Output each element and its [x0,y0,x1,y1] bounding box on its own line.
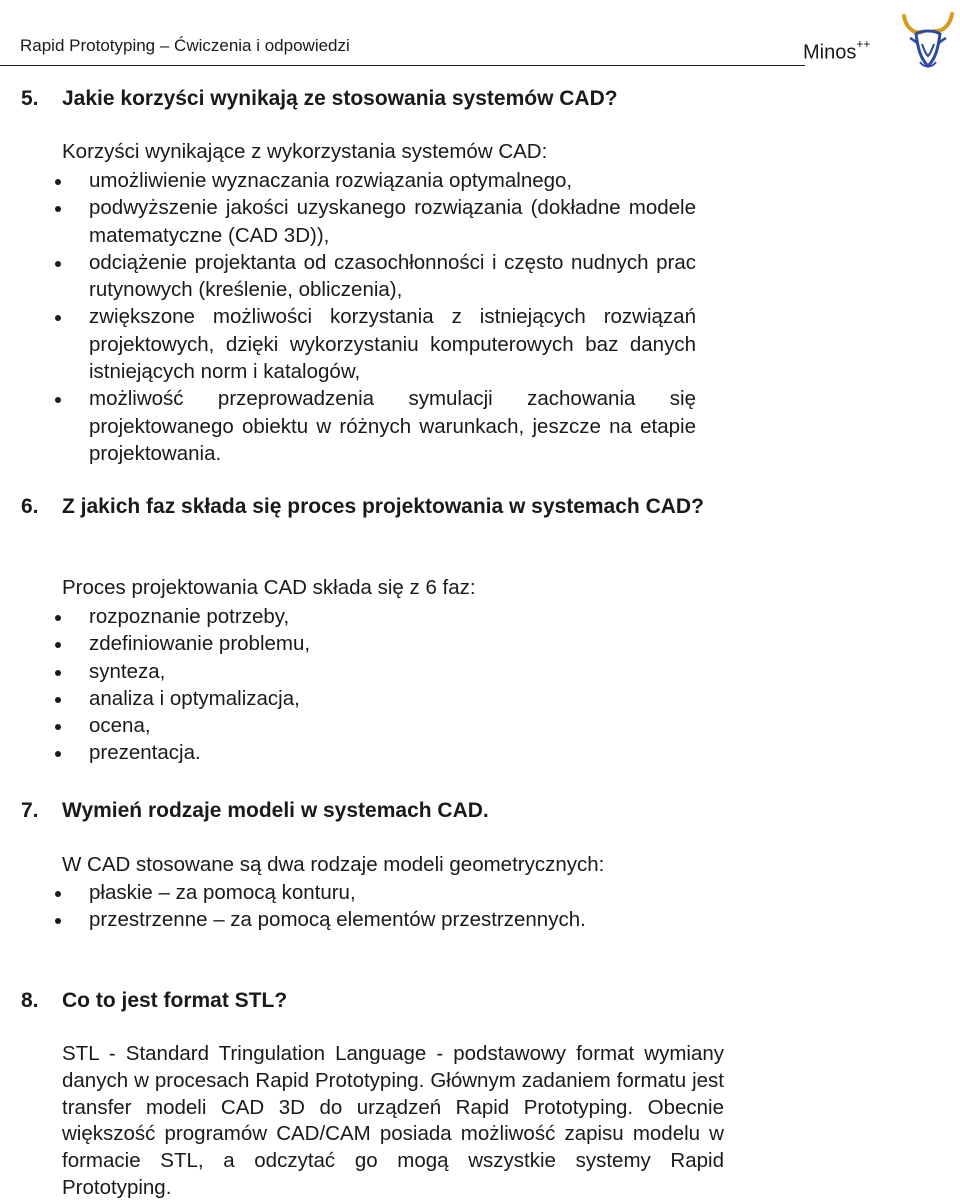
list-item [62,167,696,194]
section-8-paragraph: STL - Standard Tringulation Language - podstawowy format wymiany danych w procesach Rapid Prototyping. Głównym zadaniem formatu jest transfer modeli CAD 3D do urządzeń Rapid Prototyping. Obecnie większość programów CAD/CAM posiada możliwość zapisu modelu w formacie STL, a odczytać go mogą wszystkie systemy Rapid Prototyping. [62,1042,724,1199]
list-item-text: zdefiniowanie problemu, [89,632,311,656]
brand-name [803,37,871,65]
bullet-icon [55,315,61,321]
bullet-icon [55,891,61,897]
bullet-icon [55,397,61,403]
list-item-text: zwiększone możliwości korzystania z istniejących rozwiązań projektowych, dzięki wykorzystaniu komputerowych baz danych istniejących norm i katalogów, [89,305,696,384]
brand-superscript: ++ [856,37,871,51]
list-item [62,303,696,385]
bullet-icon [55,724,61,730]
section-5-lead: Korzyści wynikające z wykorzystania systemów CAD: [62,140,548,163]
bull-logo-icon [898,4,958,74]
list-item-text: możliwość przeprowadzenia symulacji zachowania się projektowanego obiektu w różnych warunkach, jeszcze na etapie projektowania. [89,387,696,465]
brand-text: Minos [803,41,857,64]
section-heading-text: Z jakich faz składa się proces projektowania w systemach CAD? [62,495,704,518]
section-number: 8. [21,989,39,1012]
list-item-text: przestrzenne – za pomocą elementów przestrzennych. [89,908,586,932]
bullet-icon [55,642,61,648]
section-7-heading [21,796,489,826]
section-5-heading [21,84,618,114]
section-6-lead: Proces projektowania CAD składa się z 6 faz: [62,576,476,599]
bullet-icon [55,179,61,185]
list-item-text: umożliwienie wyznaczania rozwiązania optymalnego, [89,169,573,192]
section-number: 6. [21,495,39,518]
list-item-text: prezentacja. [89,741,201,765]
list-item [62,685,696,712]
section-number: 5. [21,87,39,110]
bullet-icon [55,670,61,676]
section-number: 7. [21,799,39,822]
document-header-title: Rapid Prototyping – Ćwiczenia i odpowiedzi [20,36,350,55]
bullet-icon [55,615,61,621]
section-heading-text: Wymień rodzaje modeli w systemach CAD. [62,799,489,822]
section-8-heading [21,986,288,1016]
list-item-text: podwyższenie jakości uzyskanego rozwiązania (dokładne modele matematyczne (CAD 3D)), [89,196,696,247]
section-7-list [62,879,762,934]
bullet-icon [55,751,61,757]
header-divider [0,65,805,66]
list-item-text: płaskie – za pomocą konturu, [89,881,356,904]
bullet-icon [55,697,61,703]
bullet-icon [55,261,61,267]
list-item [62,712,696,739]
list-item-text: synteza, [89,659,166,683]
section-heading-text: Co to jest format STL? [62,989,288,1012]
list-item [62,630,696,657]
section-7-lead: W CAD stosowane są dwa rodzaje modeli geometrycznych: [62,853,605,876]
section-heading-text: Jakie korzyści wynikają ze stosowania systemów CAD? [62,87,618,110]
list-item-text: rozpoznanie potrzeby, [89,605,290,628]
list-item-text: analiza i optymalizacja, [89,686,300,710]
list-item [62,906,762,933]
list-item [62,603,696,630]
section-5-list [62,167,696,467]
list-item-text: odciążenie projektanta od czasochłonności i często nudnych prac rutynowych (kreślenie, obliczenia), [89,250,696,302]
list-item [62,739,696,766]
list-item [62,879,762,906]
list-item [62,249,696,304]
section-6-heading [21,492,742,522]
section-6-list [62,603,696,767]
bullet-icon [55,206,61,212]
list-item [62,385,696,467]
list-item [62,658,696,685]
bullet-icon [55,918,61,924]
list-item [62,194,696,249]
list-item-text: ocena, [89,714,151,738]
